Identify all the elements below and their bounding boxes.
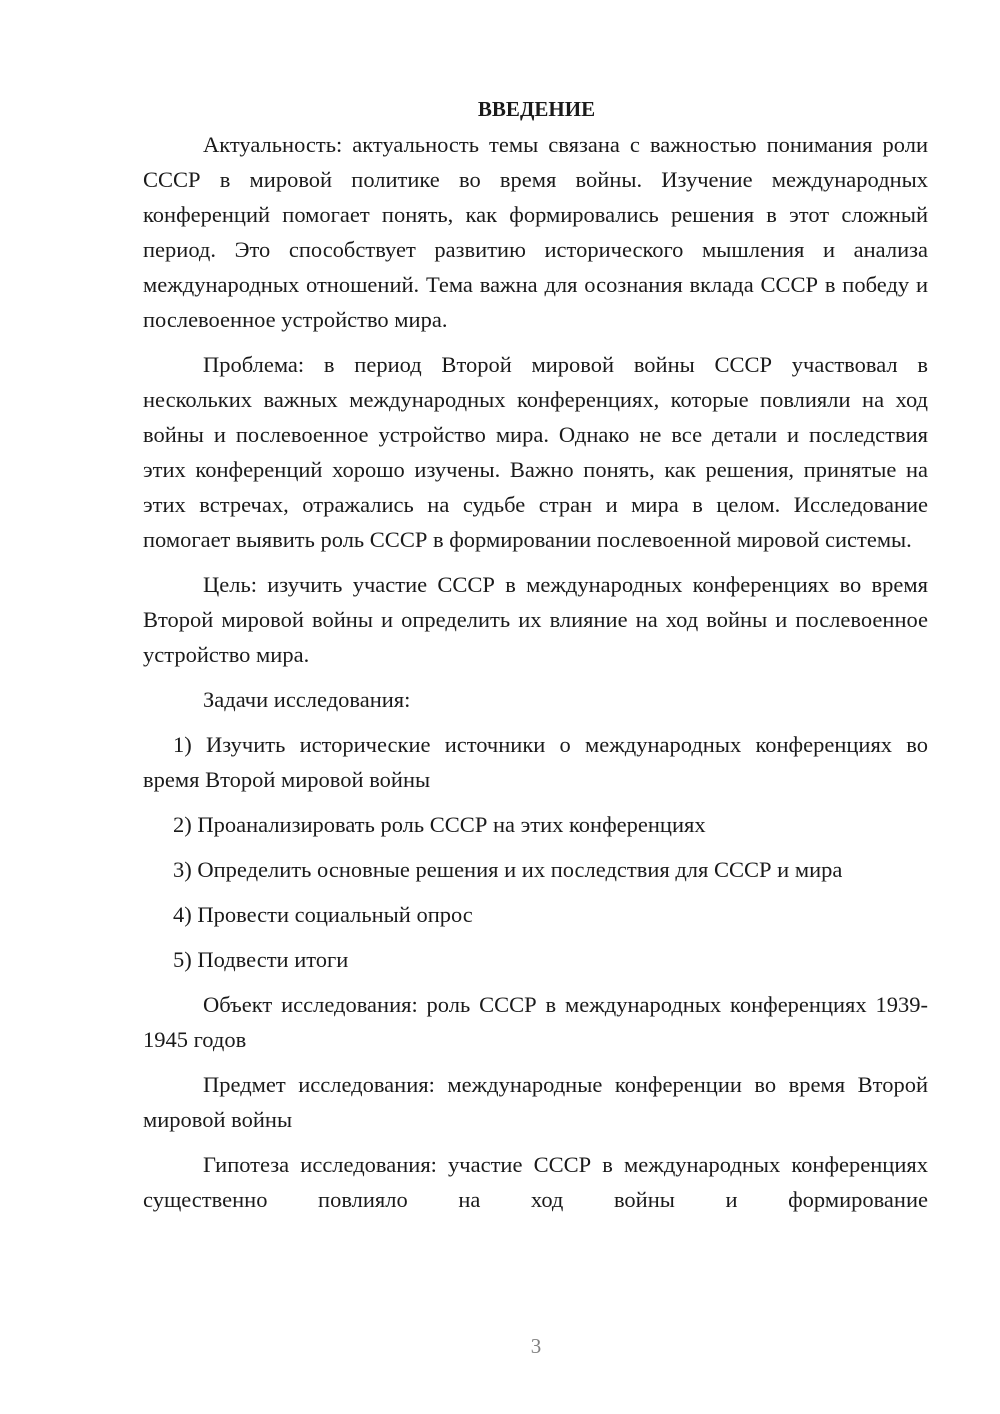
hypothesis-paragraph: Гипотеза исследования: участие СССР в международных конференциях существенно повлияло на ход войны и формирование	[143, 1152, 928, 1212]
section-heading: ВВЕДЕНИЕ	[477, 97, 596, 121]
task-item-4: 4) Провести социальный опрос	[173, 902, 473, 927]
problem-paragraph: Проблема: в период Второй мировой войны СССР участвовал в нескольких важных международных конференциях, которые повлияли на ход войны и послевоенное устройство мира. Однако не все детали и последствия этих конференций хорошо изучены. Важно понять, как решения, принятые на этих встречах, отражались на судьбе стран и мира в целом. Исследование помогает выявить роль СССР в формировании послевоенной мировой системы.	[143, 352, 928, 552]
relevance-paragraph: Актуальность: актуальность темы связана с важностью понимания роли СССР в мировой политике во время войны. Изучение международных конференций помогает понять, как формировались решения в этот сложный период. Это способствует развитию исторического мышления и анализа международных отношений. Тема важна для осознания вклада СССР в победу и послевоенное устройство мира.	[143, 132, 928, 332]
document-page	[143, 92, 928, 1217]
task-item-1: 1) Изучить исторические источники о международных конференциях во время Второй мировой войны	[143, 732, 928, 792]
page-number: 3	[530, 1334, 542, 1358]
task-item-5: 5) Подвести итоги	[173, 947, 349, 972]
tasks-heading: Задачи исследования:	[203, 687, 411, 712]
goal-paragraph: Цель: изучить участие СССР в международных конференциях во время Второй мировой войны и определить их влияние на ход войны и послевоенное устройство мира.	[143, 572, 928, 667]
task-item-2: 2) Проанализировать роль СССР на этих конференциях	[173, 812, 706, 837]
task-item-3: 3) Определить основные решения и их последствия для СССР и мира	[173, 857, 843, 882]
subject-paragraph: Предмет исследования: международные конференции во время Второй мировой войны	[143, 1072, 928, 1132]
object-paragraph: Объект исследования: роль СССР в международных конференциях 1939-1945 годов	[143, 992, 928, 1052]
